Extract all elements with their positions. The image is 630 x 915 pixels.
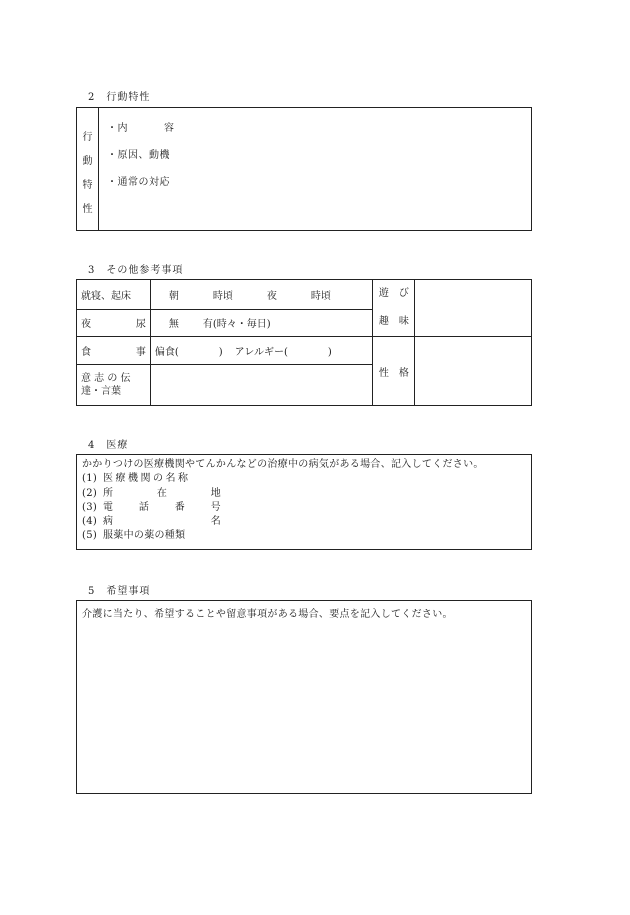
behavior-box — [76, 107, 532, 231]
other-info-table — [76, 279, 532, 406]
requests-box[interactable] — [76, 600, 532, 794]
section2-title: 2 行動特性 — [88, 92, 151, 103]
play-field[interactable] — [415, 280, 532, 337]
label-food: 食 事 — [77, 337, 151, 365]
label-bedwet: 夜 尿 — [77, 309, 151, 336]
side-char: 動 — [82, 155, 93, 167]
behavior-side-label — [77, 108, 99, 230]
medical-item-address: (2) 所 在 地 — [82, 487, 221, 499]
medical-item-medication: (5) 服薬中の薬の種類 — [82, 530, 186, 542]
medical-box[interactable] — [76, 454, 532, 550]
side-char: 行 — [82, 131, 93, 143]
medical-item-phone: (3) 電 話 番 号 — [82, 501, 221, 513]
bedwet-field[interactable]: 無 有(時々・毎日) — [150, 309, 373, 336]
behavior-item-response: ・通常の対応 — [107, 177, 170, 188]
label-personality: 性 格 — [373, 337, 415, 406]
section4-title: 4 医療 — [88, 440, 129, 451]
behavior-item-content: ・内 容 — [107, 123, 175, 134]
communication-field[interactable] — [150, 365, 373, 406]
side-char: 特 — [82, 179, 93, 191]
label-bedtime: 就寝、起床 — [77, 280, 151, 310]
label-play: 遊 び 趣 味 — [373, 280, 415, 337]
section3-title: 3 その他参考事項 — [88, 265, 184, 276]
behavior-item-cause: ・原因、動機 — [107, 150, 170, 161]
medical-item-disease: (4) 病 名 — [82, 516, 221, 528]
medical-intro: かかりつけの医療機関やてんかんなどの治療中の病気がある場合、記入してください。 — [82, 459, 484, 470]
personality-field[interactable] — [415, 337, 532, 406]
side-char: 性 — [82, 203, 93, 215]
medical-item-institution: (1) 医療機関の名称 — [82, 473, 191, 485]
section5-title: 5 希望事項 — [88, 586, 151, 597]
label-communication: 意 志 の 伝 達・言葉 — [77, 365, 151, 406]
requests-intro: 介護に当たり、希望することや留意事項がある場合、要点を記入してください。 — [82, 609, 453, 620]
food-field[interactable]: 偏食( ) アレルギー( ) — [150, 337, 373, 365]
behavior-content-field[interactable] — [99, 108, 531, 230]
bedtime-field[interactable]: 朝 時頃 夜 時頃 — [150, 280, 373, 310]
